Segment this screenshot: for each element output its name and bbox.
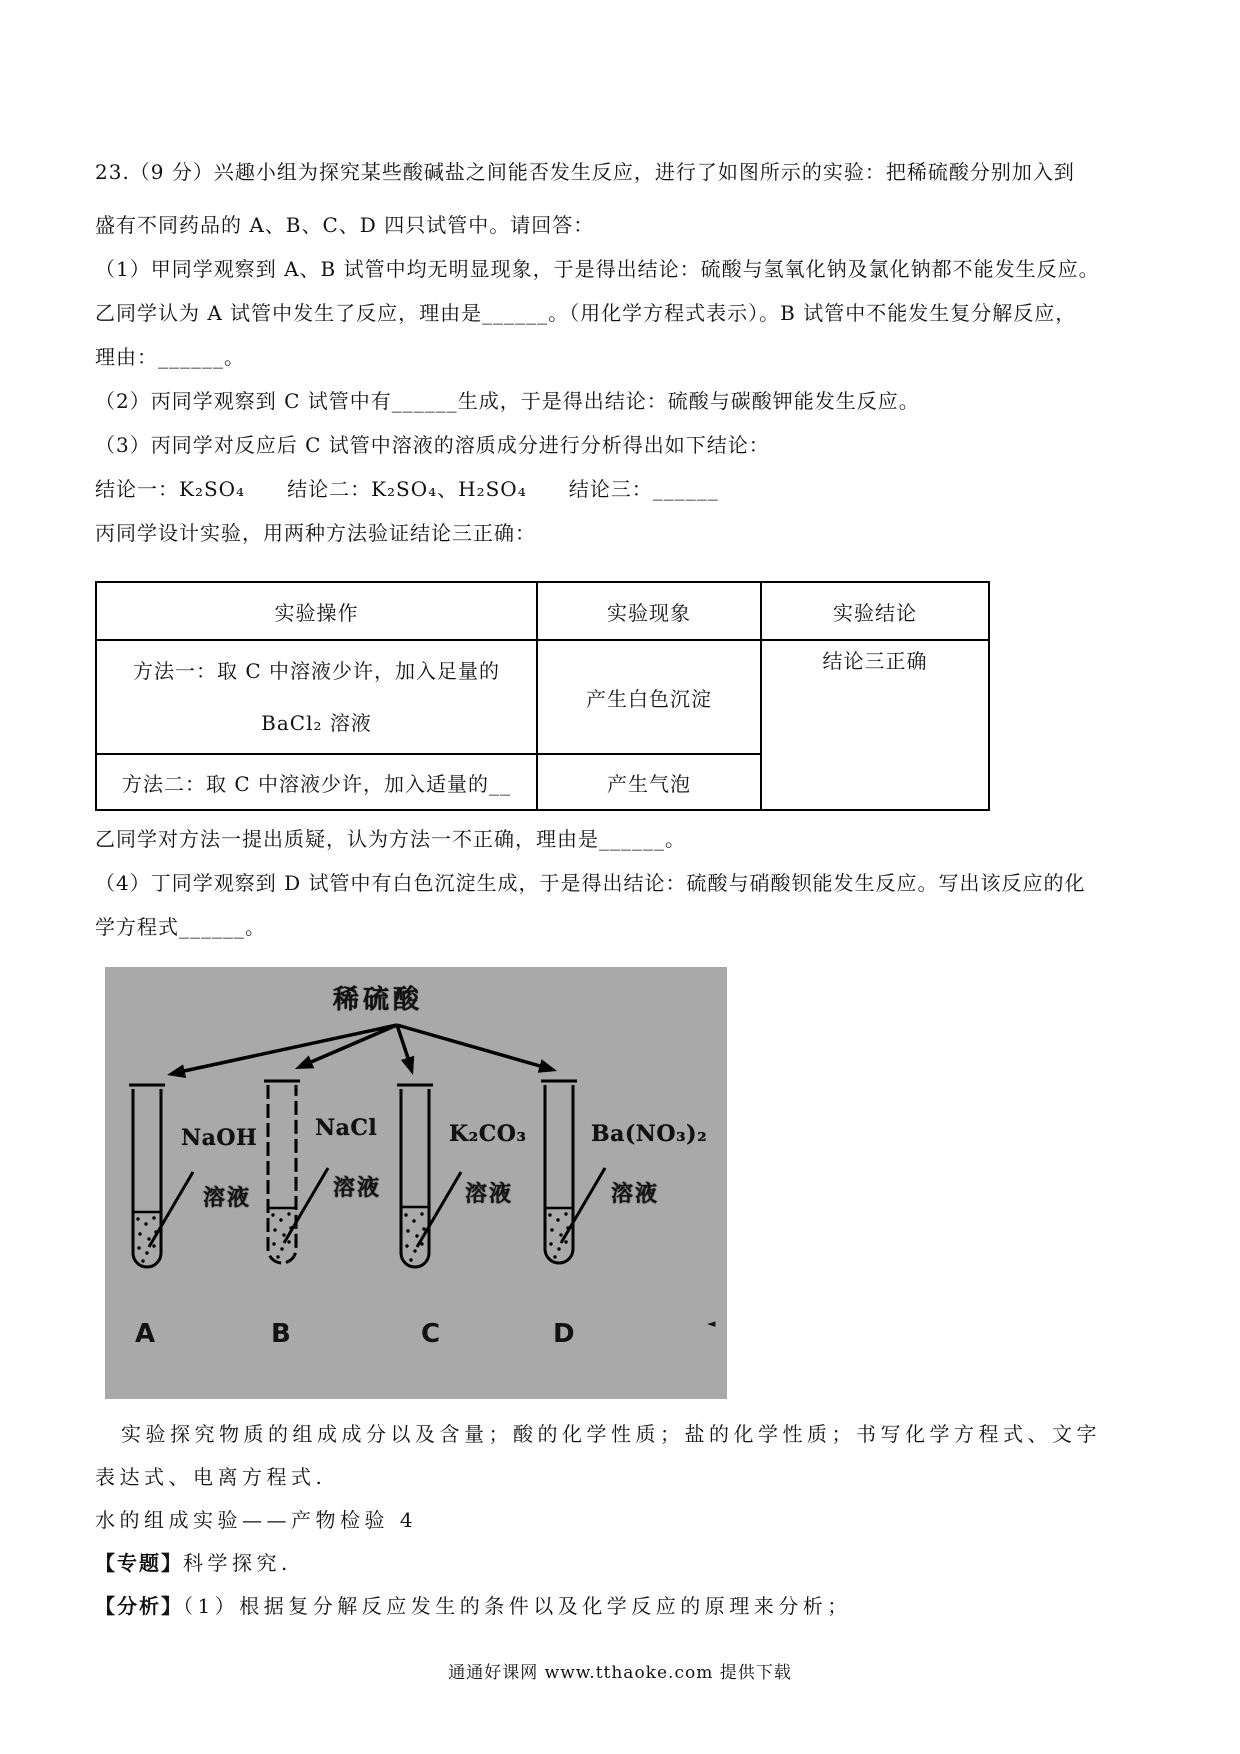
summary-line-1: 实验探究物质的组成成分以及含量；酸的化学性质；盐的化学性质；书写化学方程式、文字 bbox=[121, 1422, 1101, 1446]
solution-label-a: 溶液 bbox=[203, 1185, 252, 1211]
cell-method1-phenomenon: 产生白色沉淀 bbox=[537, 640, 761, 754]
reagent-label-naoh: NaOH bbox=[181, 1125, 258, 1151]
topic-text: 科学探究. bbox=[183, 1551, 292, 1575]
table-header-operation: 实验操作 bbox=[96, 582, 537, 640]
topic-line bbox=[95, 1542, 1145, 1585]
design-experiment-line: 丙同学设计实验，用两种方法验证结论三正确： bbox=[95, 521, 536, 545]
reagent-label-bano32: Ba(NO₃)₂ bbox=[591, 1121, 708, 1147]
reagent-label-k2co3: K₂CO₃ bbox=[449, 1121, 527, 1147]
summary-line-3: 水的组成实验——产物检验 4 bbox=[95, 1508, 418, 1532]
question-intro-line-1: 23.（9 分）兴趣小组为探究某些酸碱盐之间能否发生反应，进行了如图所示的实验：把稀硫酸分别加入到 bbox=[95, 160, 1075, 184]
part4-line-1: （4）丁同学观察到 D 试管中有白色沉淀生成，于是得出结论：硫酸与硝酸钡能发生反应。写出该反应的化 bbox=[95, 871, 1086, 895]
tube-letter-c: C bbox=[421, 1319, 441, 1349]
part1-line-1: （1）甲同学观察到 A、B 试管中均无明显现象，于是得出结论：硫酸与氢氧化钠及氯化钠都不能发生反应。 bbox=[95, 257, 1100, 281]
arrow-heads bbox=[167, 1056, 557, 1079]
solution-label-d: 溶液 bbox=[611, 1181, 660, 1207]
tube-letter-b: B bbox=[271, 1319, 291, 1349]
dilute-sulfuric-acid-label: 稀硫酸 bbox=[333, 985, 424, 1015]
table-header-row bbox=[96, 582, 989, 640]
part1-line-3: 理由：______。 bbox=[95, 345, 245, 369]
tube-letter-d: D bbox=[553, 1319, 575, 1349]
summary-line-2: 表达式、电离方程式. bbox=[95, 1465, 327, 1489]
analysis-line bbox=[95, 1585, 1145, 1628]
part2-line: （2）丙同学观察到 C 试管中有______生成，于是得出结论：硫酸与碳酸钾能发生反应。 bbox=[95, 389, 920, 413]
test-tube-c bbox=[397, 1085, 461, 1267]
table-row-method1 bbox=[96, 640, 989, 754]
table-header-phenomenon: 实验现象 bbox=[537, 582, 761, 640]
solution-label-b: 溶液 bbox=[333, 1175, 382, 1201]
test-tube-b bbox=[264, 1081, 328, 1263]
table-header-conclusion: 实验结论 bbox=[761, 582, 989, 640]
analysis-label: 【分析】 bbox=[95, 1594, 183, 1618]
topic-label: 【专题】 bbox=[95, 1551, 183, 1575]
solution-label-c: 溶液 bbox=[465, 1181, 514, 1207]
reagent-label-nacl: NaCl bbox=[315, 1115, 378, 1141]
cell-method1-operation: 方法一：取 C 中溶液少许，加入足量的 BaCl₂ 溶液 bbox=[96, 640, 537, 754]
verification-table bbox=[95, 581, 990, 811]
question-intro-line-2: 盛有不同药品的 A、B、C、D 四只试管中。请回答： bbox=[95, 213, 595, 237]
part3-line: （3）丙同学对反应后 C 试管中溶液的溶质成分进行分析得出如下结论： bbox=[95, 433, 770, 457]
site-footer: 通通好课网 www.tthaoke.com 提供下载 bbox=[448, 1663, 792, 1683]
analysis-summary bbox=[95, 1413, 1145, 1628]
conclusions-line: 结论一：K₂SO₄ 结论二：K₂SO₄、H₂SO₄ 结论三：______ bbox=[95, 477, 719, 501]
cursor-artifact-mark: ◄ bbox=[707, 1317, 716, 1330]
analysis-text: （1）根据复分解反应发生的条件以及化学反应的原理来分析； bbox=[183, 1594, 852, 1618]
cell-conclusion: 结论三正确 bbox=[761, 640, 989, 810]
experiment-figure bbox=[105, 967, 727, 1399]
cell-method2-phenomenon: 产生气泡 bbox=[537, 754, 761, 810]
tube-letter-a: A bbox=[135, 1319, 156, 1349]
doubt-line: 乙同学对方法一提出质疑，认为方法一不正确，理由是______。 bbox=[95, 827, 686, 851]
part1-line-2: 乙同学认为 A 试管中发生了反应，理由是______。（用化学方程式表示）。B 试管中不能发生复分解反应， bbox=[95, 301, 1077, 325]
pour-arrows bbox=[184, 1025, 540, 1071]
cell-method2-operation: 方法二：取 C 中溶液少许，加入适量的__ bbox=[96, 754, 537, 810]
test-tube-a bbox=[129, 1085, 193, 1267]
test-tube-d bbox=[541, 1081, 605, 1263]
part4-line-2: 学方程式______。 bbox=[95, 915, 266, 939]
